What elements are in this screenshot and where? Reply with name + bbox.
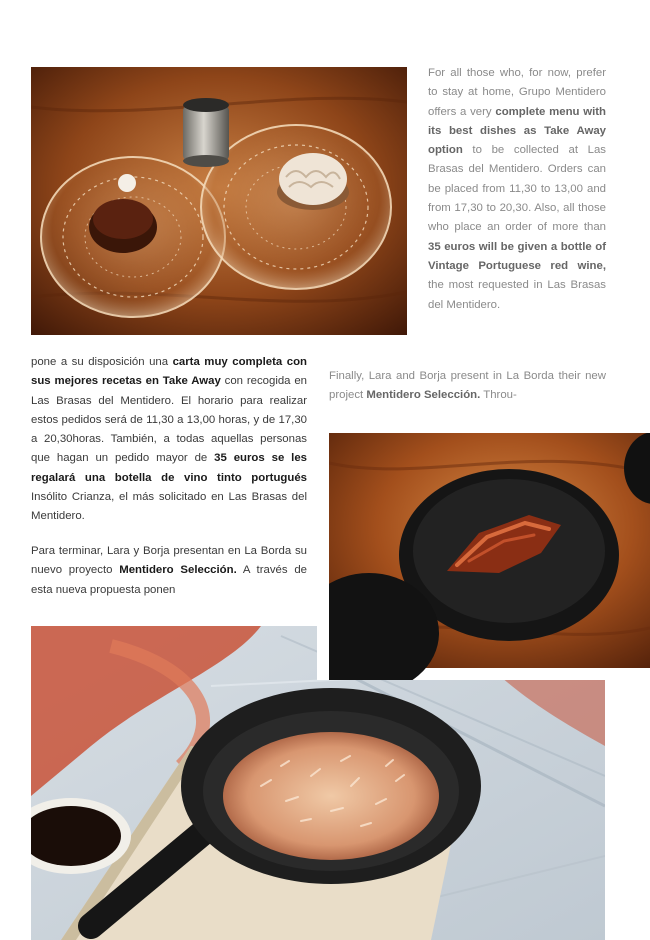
meat-on-black-plate-photo	[317, 422, 650, 680]
english-paragraph-2	[329, 367, 606, 406]
text-segment: pone a su disposición una	[31, 356, 173, 368]
spanish-paragraph-2	[31, 542, 307, 600]
bold-text-segment: 35 euros will be given a bottle of Vintage Portuguese red wine,	[428, 240, 606, 272]
desserts-on-glass-plates-photo	[31, 67, 407, 335]
text-segment: the most requested in Las Brasas del Mentidero.	[428, 279, 606, 311]
bold-text-segment: 35 euros se les regalará una botella de vino tinto portugués	[31, 452, 307, 484]
text-segment: Insólito Crianza, el más solicitado en Las Brasas del Mentidero.	[31, 491, 307, 523]
text-segment: Finally, Lara and Borja present in La Borda their new project	[329, 370, 606, 402]
bold-text-segment: Mentidero Selección.	[366, 389, 481, 402]
spanish-paragraph-1	[31, 353, 307, 527]
bold-text-segment: Mentidero Selección.	[119, 564, 237, 577]
bold-text-segment: complete menu with its best dishes as Take Away option	[428, 105, 606, 157]
bold-text-segment: carta muy completa con sus mejores recetas en Take Away	[31, 356, 307, 388]
text-segment: to be collected at Las Brasas del Mentidero. Orders can be placed from 11,30 to 13,00 and from 17,30 to 20,30. Also, all those who place an order of more than	[428, 144, 606, 234]
text-segment: Throu-	[480, 389, 517, 402]
text-segment: con recogida en Las Brasas del Mentidero. El horario para realizar estos pedidos será de 11,30 a 13,00 horas, y de 17,30 a 20,30horas. También, a todas aquellas personas que hagan un pedido mayor de	[31, 375, 307, 465]
english-paragraph-1	[428, 64, 606, 315]
text-segment: For all those who, for now, prefer to stay at home, Grupo Mentidero offers a very	[428, 67, 606, 118]
text-segment: Para terminar, Lara y Borja presentan en La Borda su nuevo proyecto	[31, 545, 307, 577]
text-segment: A través de esta nueva propuesta ponen	[31, 564, 307, 596]
